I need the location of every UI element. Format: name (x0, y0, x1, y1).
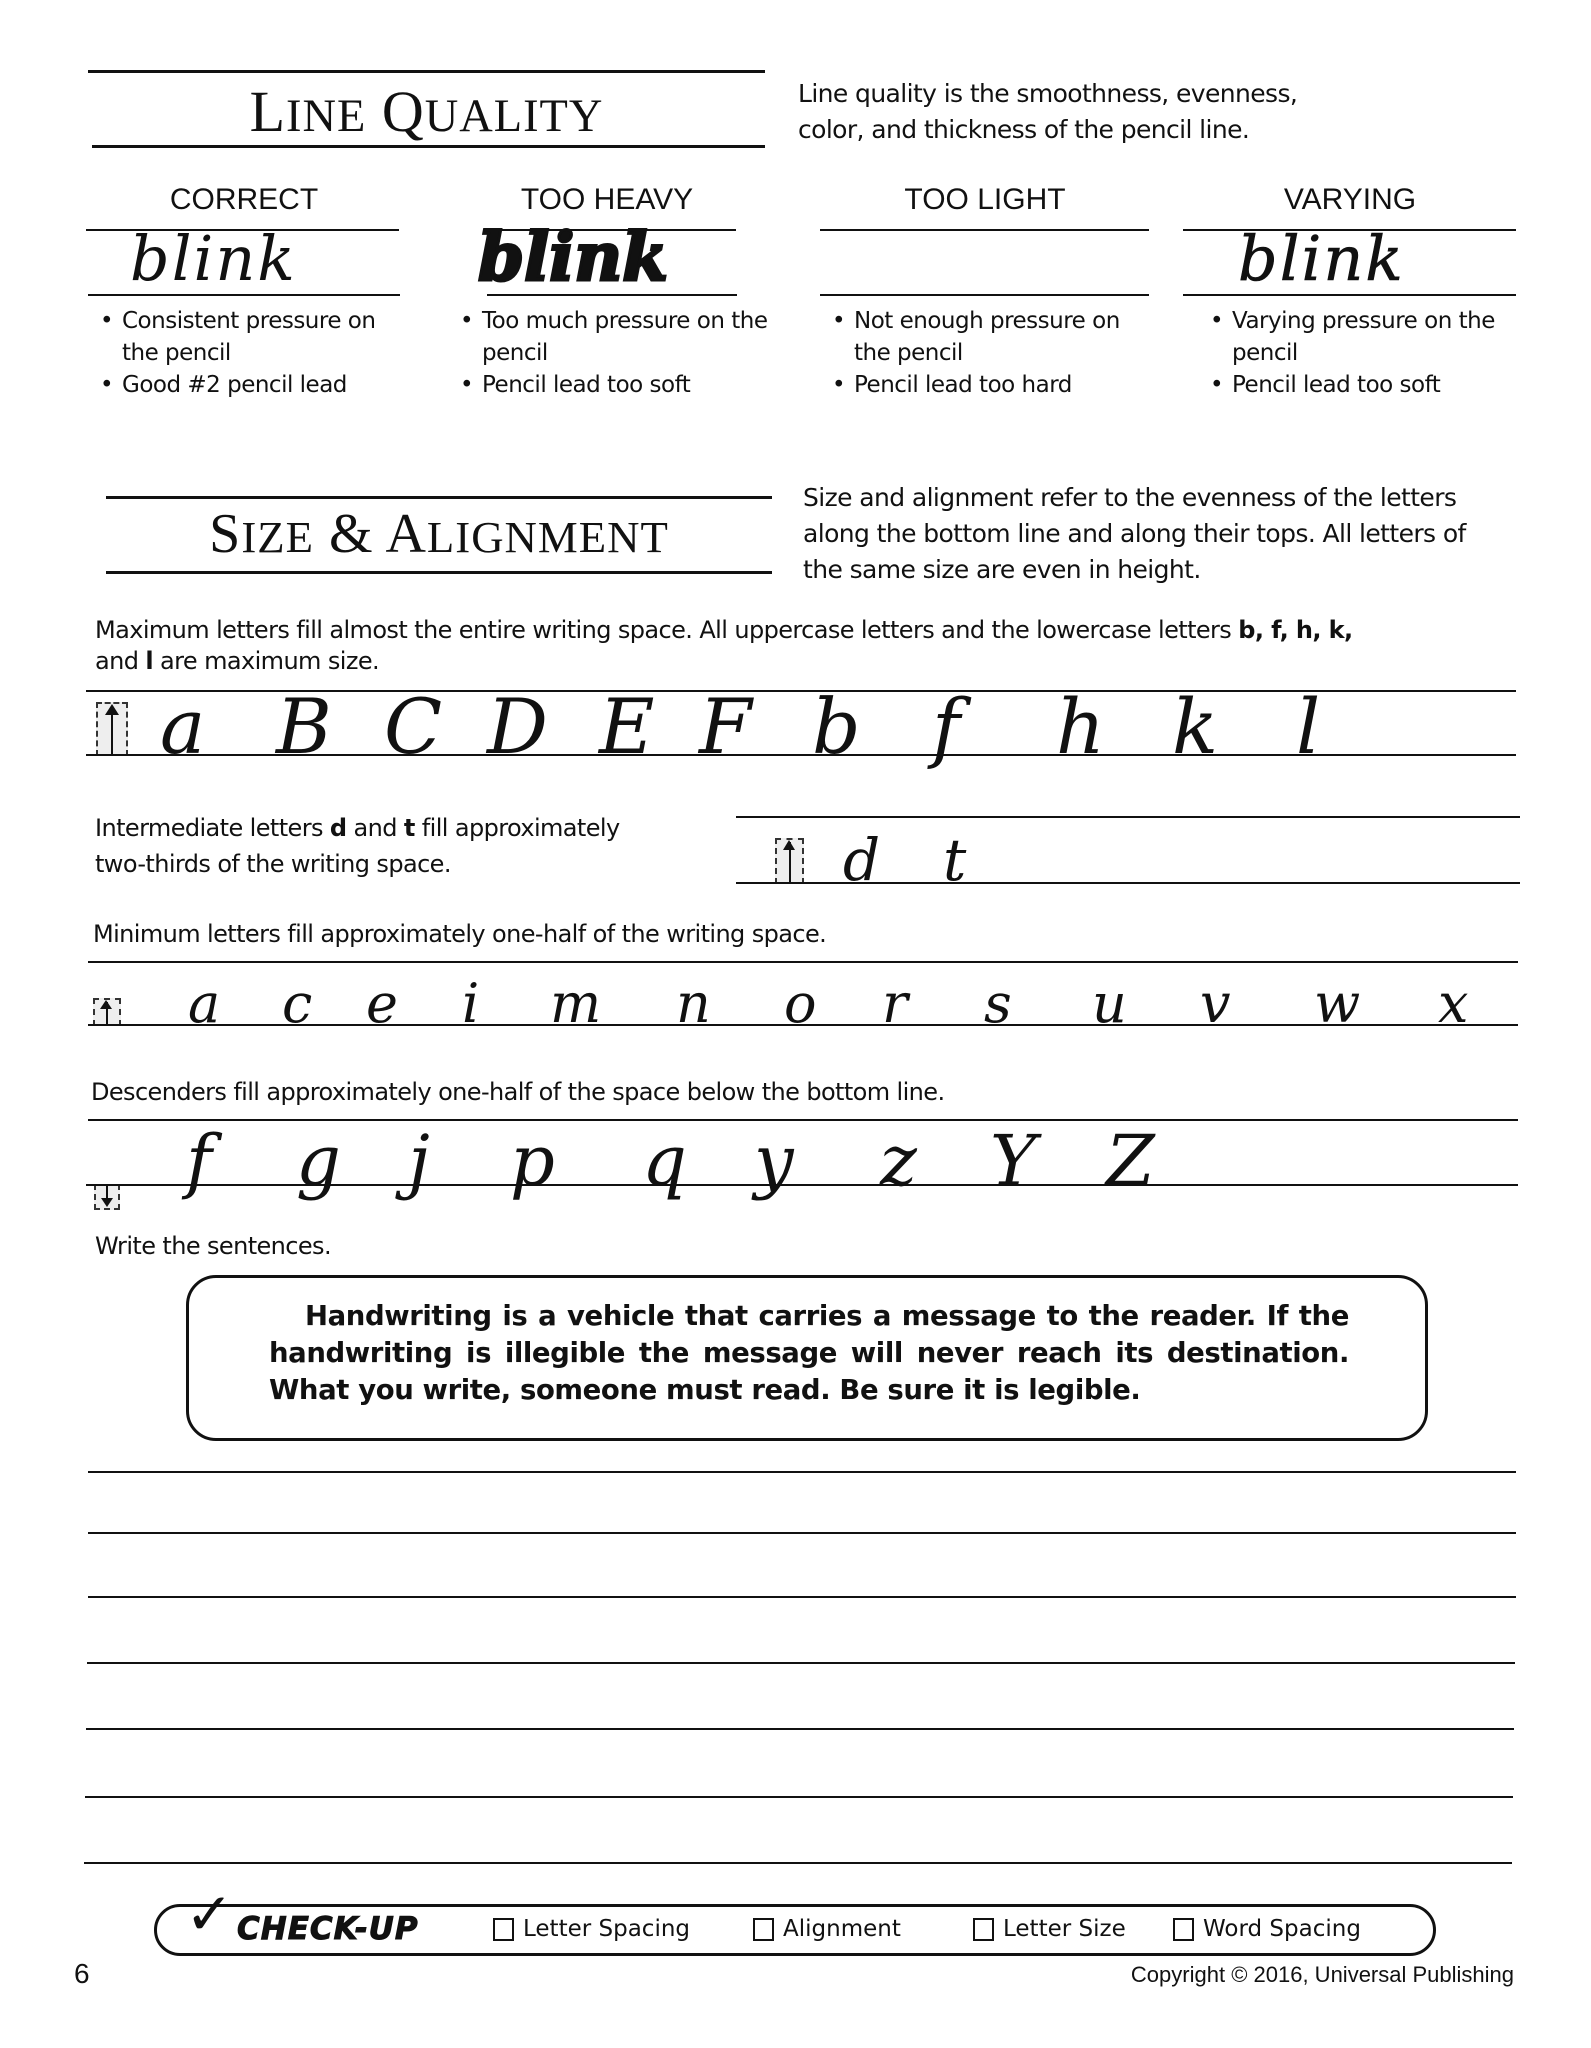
checkup-title: CHECK-UP (237, 1911, 419, 1947)
sample-rule-bottom (820, 294, 1149, 296)
text-span: and (346, 814, 404, 842)
sample-correct: blink (130, 222, 297, 295)
checkmark-icon: ✓ (185, 1880, 234, 1948)
column-heading-varying: VARYING (1283, 183, 1417, 216)
checkbox-icon[interactable] (493, 1918, 514, 1941)
sample-varying: blink (1238, 222, 1405, 295)
letter: e (366, 972, 398, 1035)
letter: E (599, 682, 655, 771)
checkbox-alignment[interactable] (753, 1916, 901, 1942)
letter: f (186, 1120, 212, 1202)
writing-line-2[interactable] (88, 1532, 1516, 1534)
checkbox-letter-size[interactable] (973, 1916, 1126, 1942)
letter: B (276, 682, 332, 771)
letter: f (932, 682, 961, 771)
line-quality-description (798, 76, 1398, 148)
letter: v (1200, 972, 1231, 1035)
letter: s (984, 972, 1012, 1035)
description-line: the same size are even in height. (803, 555, 1201, 584)
intermediate-size-guide-icon (775, 838, 804, 884)
page-title-size-alignment (106, 502, 772, 568)
descenders-rule-baseline (86, 1184, 1518, 1186)
section-title: SIZE & ALIGNMENT (209, 503, 669, 565)
column-heading-too-light: TOO LIGHT (904, 183, 1066, 216)
bold-letters: b, f, h, k, (1238, 616, 1353, 644)
letter: y (754, 1120, 794, 1202)
letter: k (1172, 682, 1219, 771)
column-heading-too-heavy: TOO HEAVY (520, 183, 694, 216)
intermediate-rule-bottom (736, 882, 1520, 884)
size-alignment-description (803, 480, 1563, 588)
letter: g (296, 1120, 341, 1202)
description-line: along the bottom line and along their tops. All letters of (803, 519, 1466, 548)
letter: a (160, 682, 206, 771)
bullet-item: • Varying pressure on the pencil (1208, 305, 1538, 369)
letter: d (843, 826, 881, 894)
minimum-letters-text: Minimum letters fill approximately one-half of the writing space. (93, 920, 827, 948)
writing-line-5[interactable] (86, 1728, 1514, 1730)
checkbox-icon[interactable] (973, 1918, 994, 1941)
intermediate-letters-text (95, 810, 735, 882)
page-title-line-quality (88, 78, 765, 148)
bullets-too-heavy (458, 305, 778, 401)
sample-rule-bottom (1183, 294, 1516, 296)
letter: z (880, 1120, 917, 1202)
title-rule-top (106, 496, 772, 499)
text-line: two-thirds of the writing space. (95, 850, 451, 878)
exercise-instruction: Write the sentences. (95, 1232, 331, 1260)
maximum-letters (160, 682, 1376, 771)
maximum-rule-bottom (86, 754, 1516, 756)
bullets-too-light (830, 305, 1150, 401)
letter: p (510, 1120, 555, 1202)
description-line: Line quality is the smoothness, evenness, (798, 79, 1298, 108)
letter: Z (1106, 1120, 1155, 1202)
column-heading-correct: CORRECT (169, 183, 319, 216)
bullet-item: • Pencil lead too hard (830, 369, 1150, 401)
text-span: and (95, 647, 146, 675)
title-rule-bottom (92, 145, 765, 148)
checkbox-letter-spacing[interactable] (493, 1916, 690, 1942)
letter: u (1092, 972, 1127, 1035)
text-span: Intermediate letters (95, 814, 330, 842)
letter: Y (990, 1120, 1037, 1202)
letter: x (1438, 972, 1469, 1035)
checkbox-label: Word Spacing (1203, 1916, 1361, 1942)
letter: i (462, 972, 480, 1035)
writing-line-1[interactable] (88, 1471, 1516, 1473)
checkup-bar (154, 1880, 1436, 1956)
bullet-item: • Consistent pressure on the pencil (98, 305, 418, 369)
writing-line-6[interactable] (85, 1796, 1513, 1798)
sample-rule-top (820, 229, 1149, 231)
letter: D (487, 682, 548, 771)
bullet-item: • Not enough pressure on the pencil (830, 305, 1150, 369)
writing-line-7[interactable] (84, 1862, 1512, 1864)
letter: w (1314, 972, 1361, 1035)
letter: o (784, 972, 817, 1035)
maximum-letters-text (95, 612, 1565, 680)
letter: l (1296, 682, 1321, 771)
letter: C (384, 682, 443, 771)
checkbox-label: Letter Size (1003, 1916, 1126, 1942)
minimum-size-guide-icon (93, 998, 121, 1026)
bullets-varying (1208, 305, 1538, 401)
text-span: Maximum letters fill almost the entire writing space. All uppercase letters and the lowercase letters (95, 616, 1239, 644)
letter: c (282, 972, 313, 1035)
letter: b (812, 682, 861, 771)
description-line: Size and alignment refer to the evenness of the letters (803, 483, 1457, 512)
bullet-item: • Pencil lead too soft (1208, 369, 1538, 401)
bold-letters: l (145, 647, 154, 675)
checkbox-label: Letter Spacing (523, 1916, 691, 1942)
letter: q (642, 1120, 687, 1202)
text-span: are maximum size. (153, 647, 380, 675)
text-span: fill approximately (414, 814, 620, 842)
checkbox-icon[interactable] (1173, 1918, 1194, 1941)
descender-size-guide-icon (94, 1184, 120, 1210)
descenders-text: Descenders fill approximately one-half of the space below the bottom line. (91, 1078, 945, 1106)
minimum-rule-top (88, 961, 1518, 963)
description-line: color, and thickness of the pencil line. (798, 115, 1250, 144)
sample-rule-bottom (88, 294, 400, 296)
bullet-item: • Good #2 pencil lead (98, 369, 418, 401)
letter: t (943, 826, 967, 894)
sample-too-heavy: blink (478, 218, 669, 296)
bullet-item: • Pencil lead too soft (458, 369, 778, 401)
descender-letters (186, 1120, 1166, 1202)
title-rule-bottom (106, 571, 772, 574)
letter: h (1056, 682, 1105, 771)
letter: m (550, 972, 602, 1035)
maximum-size-guide-icon (96, 702, 128, 756)
title-rule-top (88, 70, 765, 73)
writing-line-3[interactable] (88, 1596, 1516, 1598)
minimum-rule-bottom (88, 1024, 1518, 1026)
checkbox-word-spacing[interactable] (1173, 1916, 1361, 1942)
writing-line-4[interactable] (87, 1662, 1515, 1664)
section-title: LINE QUALITY (249, 79, 604, 144)
page-number: 6 (74, 1958, 90, 1989)
message-box (186, 1275, 1428, 1441)
bullets-correct (98, 305, 418, 401)
sample-rule-bottom (487, 294, 737, 296)
bullet-item: • Too much pressure on the pencil (458, 305, 778, 369)
letter: F (699, 682, 752, 771)
checkbox-icon[interactable] (753, 1918, 774, 1941)
letter: r (882, 972, 908, 1035)
letter: j (408, 1120, 430, 1202)
checkbox-label: Alignment (783, 1916, 901, 1942)
letter: a (188, 972, 221, 1035)
bold-letters: d (329, 814, 347, 842)
intermediate-rule-top (736, 816, 1520, 818)
bold-letters: t (403, 814, 415, 842)
letter: n (676, 972, 711, 1035)
copyright: Copyright © 2016, Universal Publishing (1130, 1962, 1514, 1987)
message-text: Handwriting is a vehicle that carries a message to the reader. If the handwriting is illegible the message will never reach its destination. What you write, someone must read. Be sure it is legible. (269, 1300, 1349, 1406)
